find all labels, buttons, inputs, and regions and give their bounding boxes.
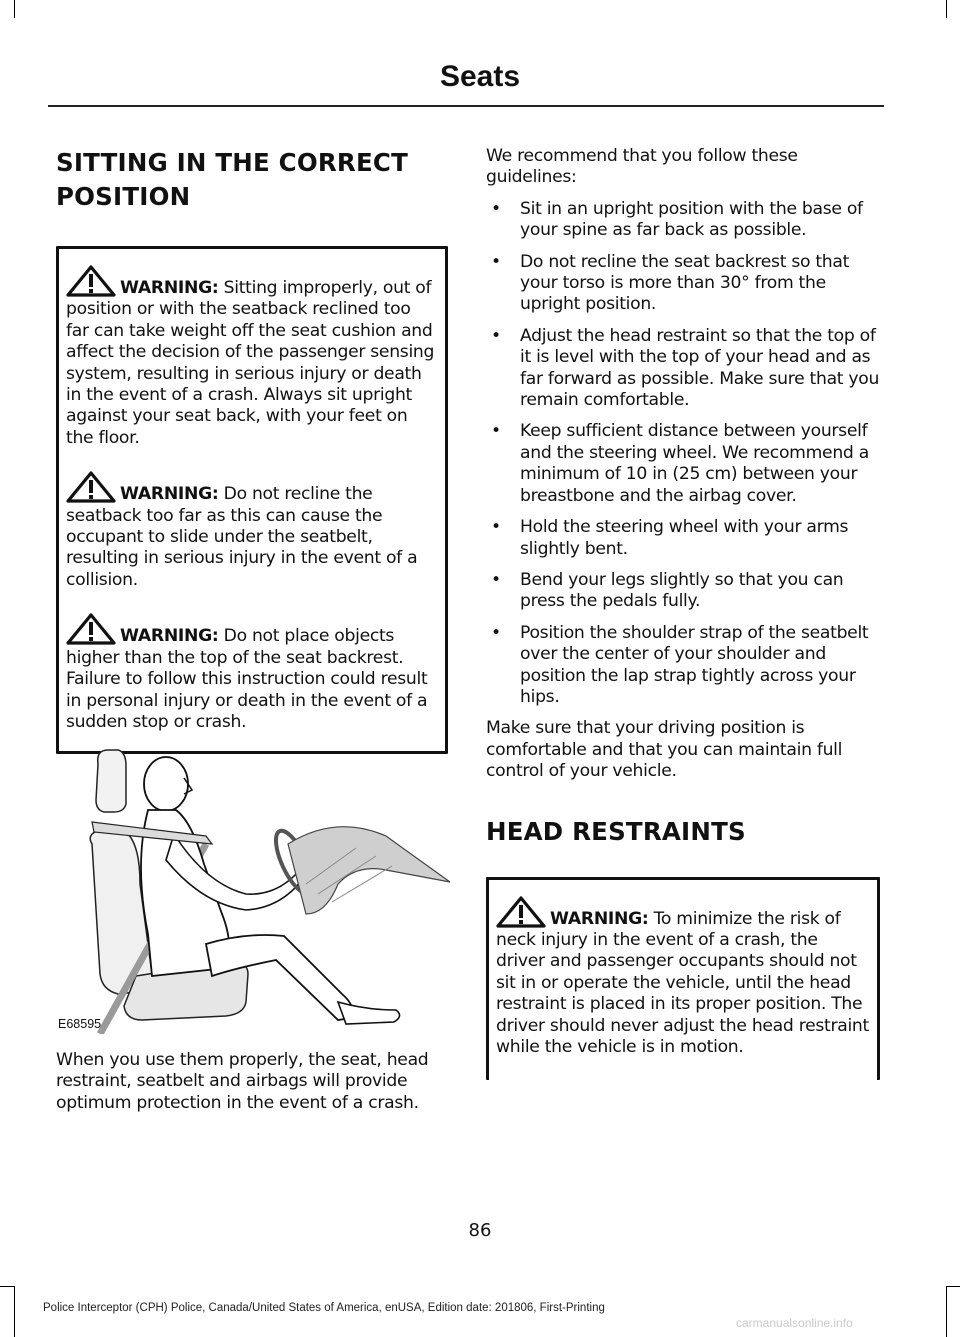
heading-line-2: POSITION	[56, 182, 191, 211]
bullet-symbol: •	[491, 622, 501, 643]
bullet-symbol: •	[491, 517, 501, 538]
list-item-text: Bend your legs slightly so that you can press the pedals fully.	[520, 569, 844, 612]
warning-text: Sitting improperly, out of position or with the seatback reclined too far can take weight off the seat cushion and affect the decision of the passenger sensing system, resulting in serious injury or death in the event of a crash. Always sit upright against your seat back, with your feet on the floor.	[66, 278, 435, 448]
guidelines-list	[486, 199, 880, 709]
section-heading-head-restraints: HEAD RESTRAINTS	[486, 816, 746, 846]
list-item	[486, 623, 880, 709]
list-item-text: Keep sufficient distance between yourself and the steering wheel. We recommend a minimum of 10 in (25 cm) between your breastbone and the airbag cover.	[520, 421, 869, 506]
warning-text: Do not recline the seatback too far as this can cause the occupant to slide under the seatbelt, resulting in serious injury in the event of a collision.	[66, 484, 418, 590]
figure-caption: When you use them properly, the seat, head restraint, seatbelt and airbags will provide optimum protection in the event of a crash.	[56, 1050, 429, 1113]
watermark: carmanualsonline.info	[736, 1316, 853, 1330]
warning-box-head-restraints	[486, 877, 880, 1081]
guidelines-closing: Make sure that your driving position is comfortable and that you can maintain full control of your vehicle.	[486, 718, 843, 782]
warning-triangle-icon	[66, 471, 116, 503]
guidelines-intro: We recommend that you follow these guidelines:	[486, 146, 798, 188]
warning-3	[66, 613, 437, 733]
list-item	[486, 252, 880, 316]
crop-mark-bottom-left-h	[0, 1286, 14, 1287]
figure-code: E68595	[58, 1017, 102, 1031]
list-item-text: Hold the steering wheel with your arms slightly bent.	[520, 517, 849, 559]
warning-text: Do not place objects higher than the top of the seat backrest. Failure to follow this instruction could result in personal injury or death in the event of a sudden stop or crash.	[66, 626, 428, 732]
list-item	[486, 199, 880, 242]
crop-mark-top-left	[14, 0, 15, 18]
edition-footer: Police Interceptor (CPH) Police, Canada/United States of America, enUSA, Edition date: 201806, First-Printing	[43, 1302, 605, 1314]
warning-triangle-icon	[66, 613, 116, 645]
list-item-text: Sit in an upright position with the base of your spine as far back as possible.	[520, 198, 863, 241]
section-heading-sitting	[56, 146, 448, 214]
list-item	[486, 517, 880, 560]
bullet-symbol: •	[491, 325, 501, 346]
warning-text: To minimize the risk of neck injury in the event of a crash, the driver and passenger occupants should not sit in or operate the vehicle, until the head restraint is placed in its proper position. The driver should never adjust the head restraint while the vehicle is in motion.	[496, 908, 869, 1057]
list-item	[486, 326, 880, 412]
list-item	[486, 421, 880, 507]
crop-mark-bottom-left-v	[14, 1286, 15, 1337]
warning-triangle-icon	[496, 896, 546, 928]
warning-1	[66, 265, 437, 449]
page-title: Seats	[439, 60, 521, 93]
crop-mark-bottom-right-v	[946, 1286, 947, 1337]
seating-position-illustration	[56, 744, 452, 1034]
warning-label: WARNING:	[550, 908, 649, 929]
list-item-text: Position the shoulder strap of the seatbelt over the center of your shoulder and position the lap strap tightly across your hips.	[520, 622, 869, 707]
warning-2	[66, 471, 437, 591]
left-column	[56, 146, 448, 754]
warning-label: WARNING:	[120, 626, 219, 647]
warning-box-sitting	[56, 246, 448, 754]
bullet-symbol: •	[491, 421, 501, 442]
heading-line-1: SITTING IN THE CORRECT	[56, 148, 409, 177]
list-item-text: Do not recline the seat backrest so that your torso is more than 30° from the upright position.	[520, 251, 850, 315]
list-item	[486, 570, 880, 613]
crop-mark-top-right	[946, 0, 947, 18]
warning-label: WARNING:	[120, 278, 219, 298]
crop-mark-bottom-right-h	[946, 1286, 960, 1287]
list-item-text: Adjust the head restraint so that the top of it is level with the top of your head and as far forward as possible. Make sure that you remain comfortable.	[520, 325, 880, 411]
bullet-symbol: •	[491, 569, 501, 590]
warning-head-restraints	[496, 896, 869, 1059]
warning-label: WARNING:	[120, 484, 219, 505]
warning-triangle-icon	[66, 265, 116, 297]
right-column	[486, 146, 880, 1080]
header-divider	[48, 105, 884, 107]
bullet-symbol: •	[491, 251, 501, 272]
bullet-symbol: •	[491, 198, 501, 219]
page-number: 86	[468, 1220, 492, 1241]
